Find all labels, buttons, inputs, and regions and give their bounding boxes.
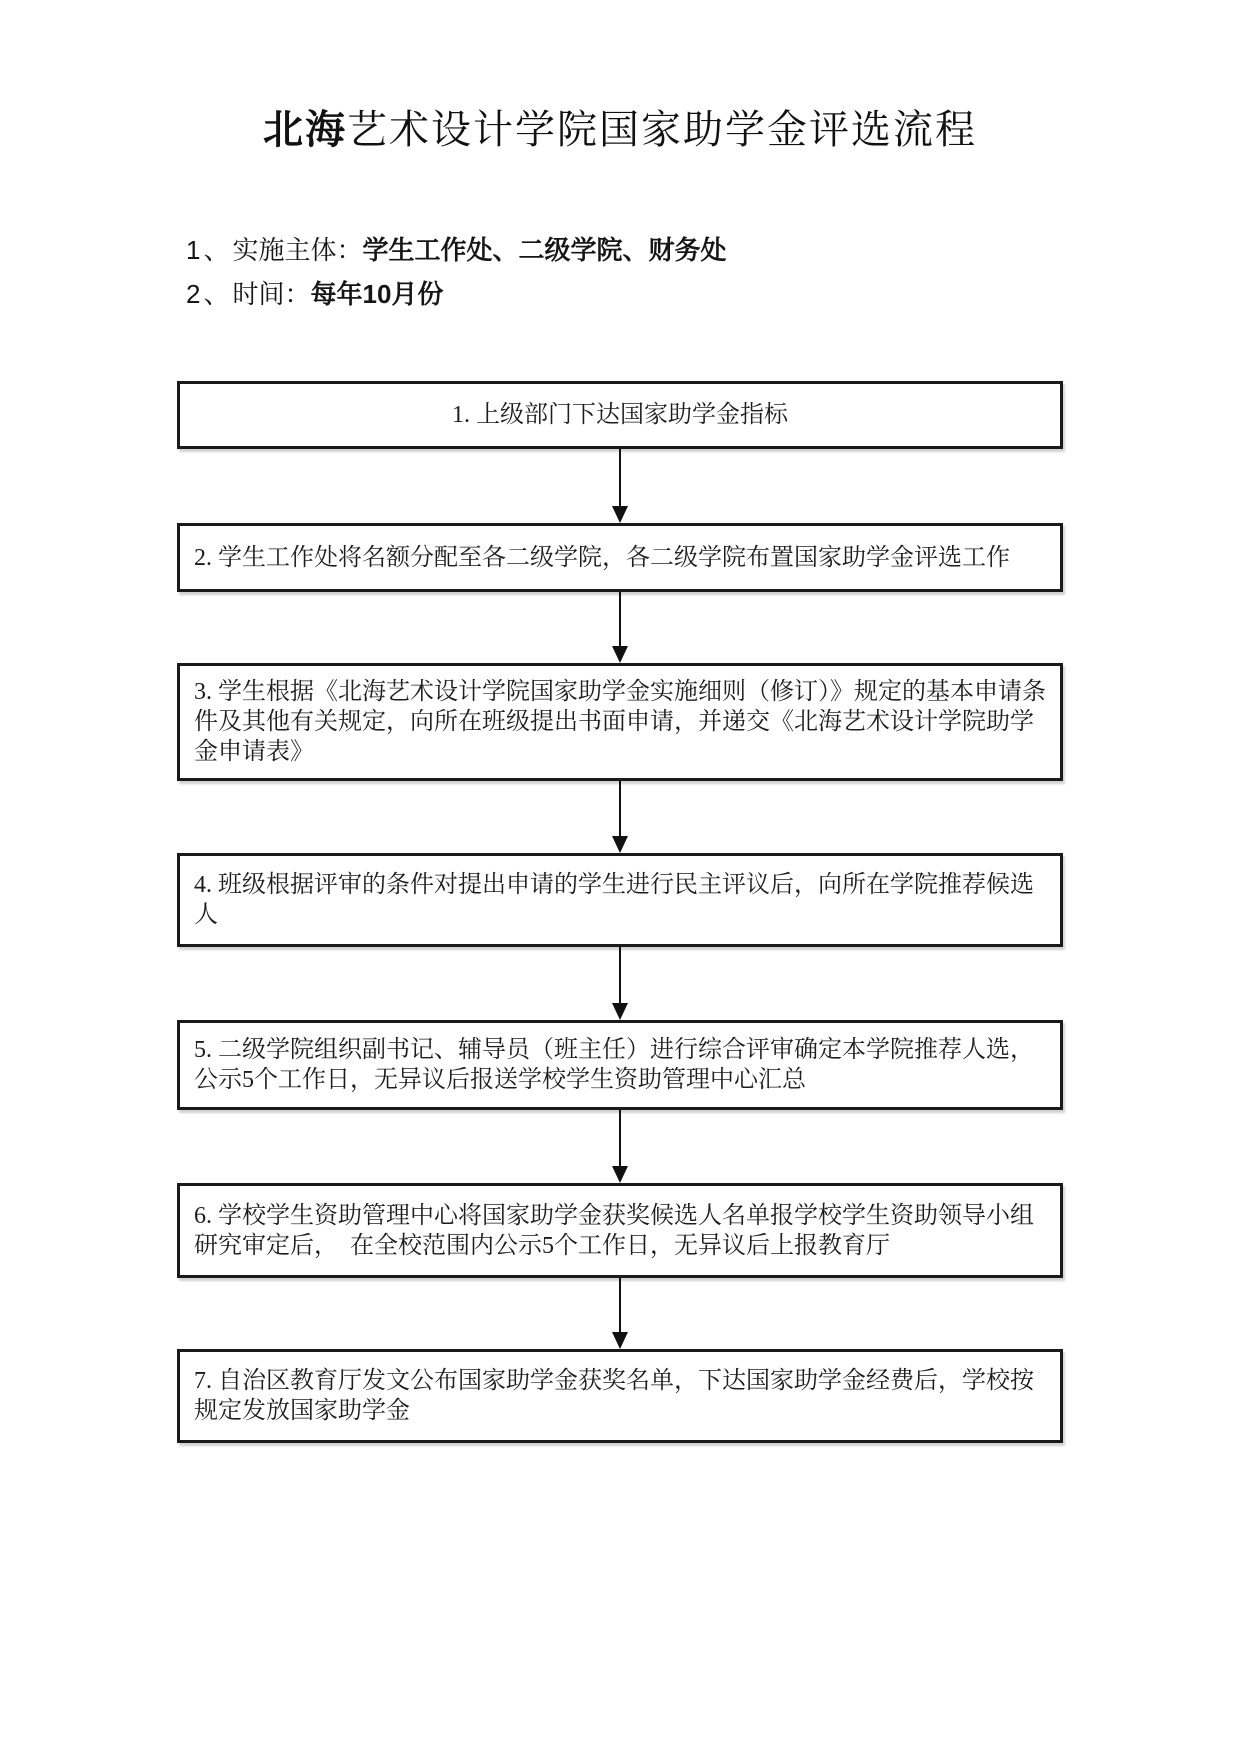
flow-step-text: 3. 学生根据《北海艺术设计学院国家助学金实施细则（修订）》规定的基本申请条件及其他有关规定，向所在班级提出书面申请，并递交《北海艺术设计学院助学金申请表》 (194, 679, 1046, 765)
meta-marker: 2、 (186, 279, 233, 309)
meta-value: 每年10月份 (310, 279, 444, 309)
flow-step-4 (177, 853, 1063, 947)
meta-label: 时间： (232, 279, 311, 309)
flow-step-text: 1. 上级部门下达国家助学金指标 (452, 402, 788, 428)
flow-arrow-4 (611, 947, 629, 1020)
meta-value: 学生工作处、二级学院、财务处 (362, 235, 727, 265)
down-arrow-icon (612, 1003, 628, 1020)
flow-step-text: 6. 学校学生资助管理中心将国家助学金获奖候选人名单报学校学生资助领导小组研究审定后， 在全校范围内公示5个工作日，无异议后上报教育厅 (194, 1202, 1034, 1259)
arrow-line (619, 781, 621, 836)
arrow-line (619, 592, 621, 646)
title-emphasis: 北海 (263, 108, 347, 152)
flow-step-text: 4. 班级根据评审的条件对提出申请的学生进行民主评议后，向所在学院推荐候选人 (194, 872, 1034, 928)
meta-marker: 1、 (186, 235, 233, 265)
meta-label: 实施主体： (232, 235, 363, 265)
arrow-line (619, 1278, 621, 1332)
flow-arrow-1 (611, 449, 629, 523)
flow-step-6 (177, 1183, 1063, 1278)
down-arrow-icon (612, 1166, 628, 1183)
flow-step-text: 2. 学生工作处将名额分配至各二级学院，各二级学院布置国家助学金评选工作 (194, 544, 1010, 571)
flow-step-7 (177, 1349, 1063, 1443)
flow-step-text: 5. 二级学院组织副书记、辅导员（班主任）进行综合评审确定本学院推荐人选，公示5个工作日，无异议后报送学校学生资助管理中心汇总 (194, 1037, 1034, 1093)
flow-arrow-5 (611, 1110, 629, 1183)
down-arrow-icon (612, 646, 628, 663)
flow-step-5 (177, 1020, 1063, 1110)
flow-arrow-3 (611, 781, 629, 853)
arrow-line (619, 1110, 621, 1166)
down-arrow-icon (612, 506, 628, 523)
arrow-line (619, 947, 621, 1003)
arrow-line (619, 449, 621, 506)
down-arrow-icon (612, 1332, 628, 1349)
flow-step-text: 7. 自治区教育厅发文公布国家助学金获奖名单，下达国家助学金经费后，学校按规定发放国家助学金 (194, 1368, 1034, 1424)
down-arrow-icon (612, 836, 628, 853)
flow-step-3 (177, 663, 1063, 781)
flow-arrow-2 (611, 592, 629, 663)
flow-arrow-6 (611, 1278, 629, 1349)
title-rest: 艺术设计学院国家助学金评选流程 (347, 108, 977, 152)
flow-step-1 (177, 381, 1063, 449)
flow-step-2 (177, 523, 1063, 592)
